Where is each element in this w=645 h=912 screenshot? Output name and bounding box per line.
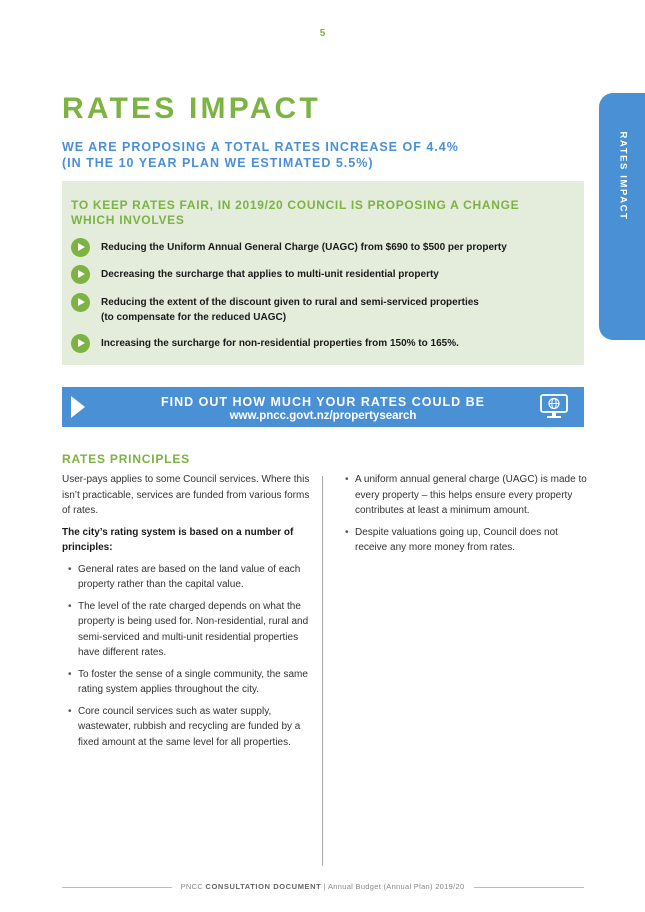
- change-item-line-1: Decreasing the surcharge that applies to multi-unit residential property: [101, 269, 439, 280]
- proposed-changes-heading-line-1: TO KEEP RATES FAIR, IN 2019/20 COUNCIL IS PROPOSING A CHANGE: [71, 198, 520, 212]
- page-number: 5: [319, 28, 326, 39]
- property-search-title: FIND OUT HOW MUCH YOUR RATES COULD BE: [160, 395, 486, 409]
- change-item-text: [101, 336, 541, 351]
- proposed-changes-heading-line-2: WHICH INVOLVES: [71, 213, 185, 227]
- change-item: [71, 238, 541, 257]
- change-item-line-1: Increasing the surcharge for non-residential properties from 150% to 165%.: [101, 338, 459, 349]
- footer-separator: |: [323, 882, 326, 891]
- list-item: • Core council services such as water supply, wastewater, rubbish and recycling are funded by a fixed amount at the same level for all properties.: [68, 704, 312, 751]
- principles-right-column: [345, 472, 590, 562]
- rates-principles-heading: RATES PRINCIPLES: [62, 452, 190, 466]
- side-tab-label: RATES IMPACT: [617, 131, 629, 221]
- principles-list: [68, 562, 312, 751]
- list-item: • General rates are based on the land value of each property rather than the capital value.: [68, 562, 312, 593]
- subtitle-line-2: (IN THE 10 YEAR PLAN WE ESTIMATED 5.5%): [62, 156, 374, 170]
- property-search-link[interactable]: www.pncc.govt.nz/propertysearch: [229, 410, 417, 422]
- list-item: • To foster the sense of a single community, the same rating system applies throughout the city.: [68, 667, 312, 698]
- play-arrow-icon: [71, 238, 90, 257]
- change-item: [71, 265, 541, 284]
- play-arrow-icon: [71, 265, 90, 284]
- footer-doc: CONSULTATION DOCUMENT: [205, 882, 322, 891]
- proposed-changes-box: [62, 181, 584, 365]
- play-arrow-icon: [71, 334, 90, 353]
- subtitle-line-1: WE ARE PROPOSING A TOTAL RATES INCREASE OF 4.4%: [62, 140, 459, 154]
- change-item-text: [101, 267, 541, 282]
- change-item: [71, 334, 541, 353]
- footer: [0, 882, 645, 891]
- principles-list-continued: [345, 472, 590, 556]
- principles-intro: User-pays applies to some Council services. Where this isn’t practicable, services are funded from various forms of rates.: [62, 474, 310, 516]
- page-title: RATES IMPACT: [62, 92, 321, 125]
- property-search-banner[interactable]: [62, 387, 584, 427]
- change-item-text: [101, 295, 541, 325]
- footer-org: PNCC: [180, 882, 204, 891]
- change-item-line-1: Reducing the Uniform Annual General Charge (UAGC) from $690 to $500 per property: [101, 242, 507, 253]
- proposed-changes-heading: [71, 198, 519, 228]
- subtitle: [62, 139, 459, 171]
- footer-subtitle: Annual Budget (Annual Plan) 2019/20: [327, 882, 465, 891]
- principles-lead: The city’s rating system is based on a number of principles:: [62, 526, 294, 553]
- change-item-text: [101, 240, 541, 255]
- change-item-line-2: (to compensate for the reduced UAGC): [101, 312, 287, 323]
- principles-left-column: [62, 472, 312, 756]
- change-item-line-1: Reducing the extent of the discount given to rural and semi-serviced properties: [101, 297, 479, 308]
- list-item: • The level of the rate charged depends on what the property is being used for. Non-residential, rural and semi-serviced and multi-unit residential properties have different rates.: [68, 599, 312, 661]
- list-item: • Despite valuations going up, Council does not receive any more money from rates.: [345, 525, 590, 556]
- change-item: [71, 293, 541, 325]
- column-divider: [322, 476, 323, 866]
- computer-globe-icon: [538, 393, 570, 421]
- list-item: • A uniform annual general charge (UAGC) is made to every property – this helps ensure every property contributes at least a minimum amount.: [345, 472, 590, 519]
- play-arrow-icon: [71, 293, 90, 312]
